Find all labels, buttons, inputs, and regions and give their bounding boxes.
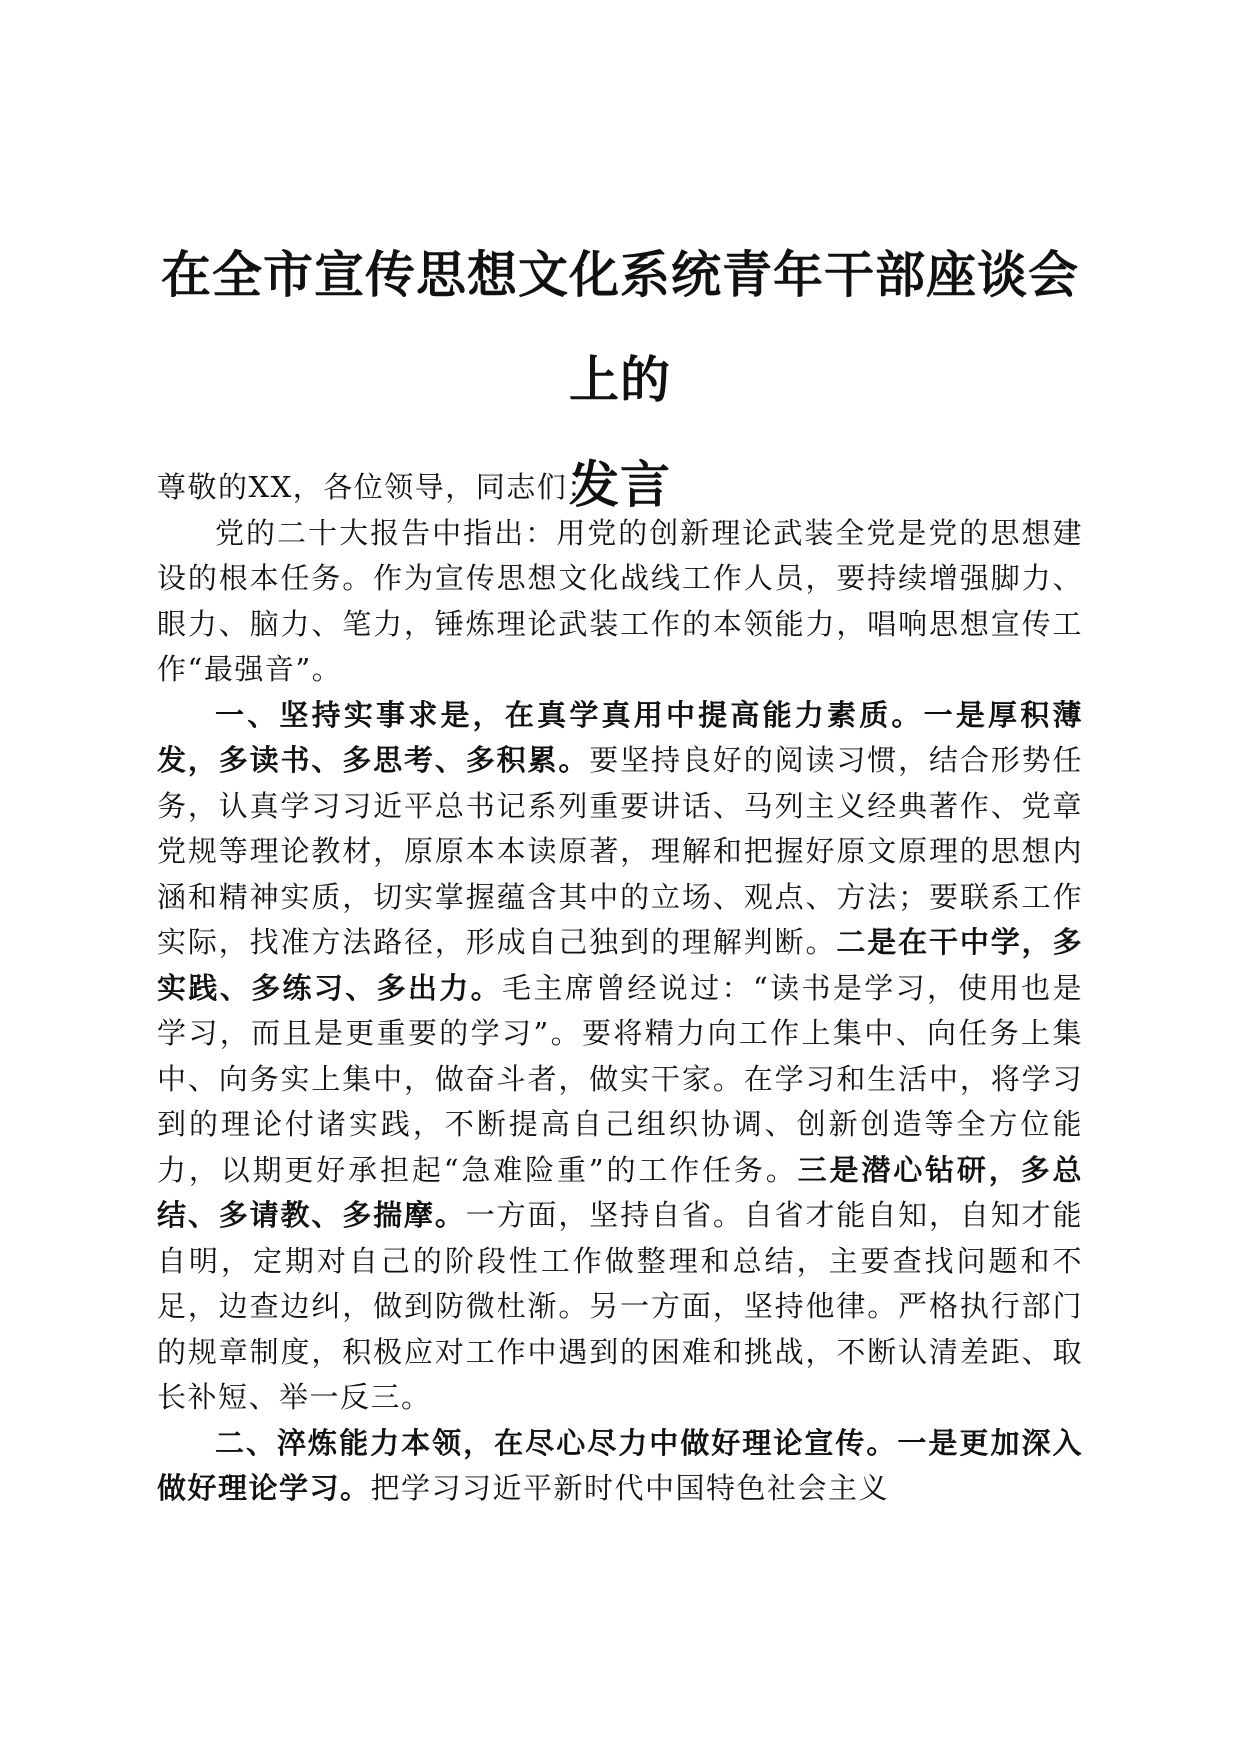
document-body	[157, 465, 1083, 1512]
section-1-point-3-heading: 三是潜心钻研，多总结、多请教、多揣摩。	[157, 1152, 1083, 1232]
section-1-heading: 一、坚持实事求是，在真学真用中提高能力素质。	[215, 697, 924, 732]
title-line-1: 在全市宣传思想文化系统青年干部座谈会上的	[161, 245, 1079, 409]
section-1-point-1-heading: 一是厚积薄发，多读书、多思考、多积累。	[157, 697, 1083, 777]
salutation: 尊敬的XX，各位领导，同志们：	[157, 470, 598, 504]
section-1-point-1-text: 要坚持良好的阅读习惯，结合形势任务，认真学习习近平总书记系列重要讲话、马列主义经典著作、党章党规等理论教材，原原本本读原著，理解和把握好原文原理的思想内涵和精神实质，切实掌握蕴含其中的立场、观点、方法；要联系工作实际，找准方法路径，形成自己独到的理解判断。	[157, 743, 1083, 959]
section-1-paragraph	[157, 693, 1083, 1421]
section-2-paragraph	[157, 1421, 1083, 1512]
section-2-point-1-heading: 一是更加深入做好理论学习。	[157, 1425, 1083, 1505]
section-1-point-3-text: 一方面，坚持自省。自省才能自知，自知才能自明，定期对自己的阶段性工作做整理和总结，主要查找问题和不足，边查边纠，做到防微杜渐。另一方面，坚持他律。严格执行部门的规章制度，积极应对工作中遇到的困难和挑战，不断认清差距、取长补短、举一反三。	[157, 1198, 1083, 1414]
section-1-point-2-heading: 二是在干中学，多实践、多练习、多出力。	[157, 925, 1083, 1005]
section-2-heading: 二、淬炼能力本领，在尽心尽力中做好理论宣传。	[215, 1425, 898, 1460]
intro-paragraph: 党的二十大报告中指出：用党的创新理论武装全党是党的思想建设的根本任务。作为宣传思想文化战线工作人员，要持续增强脚力、眼力、脑力、笔力，锤炼理论武装工作的本领能力，唱响思想宣传工作“最强音”。	[157, 515, 1083, 686]
section-1-point-2-text: 毛主席曾经说过：“读书是学习，使用也是学习，而且是更重要的学习”。要将精力向工作上集中、向任务上集中、向务实上集中，做奋斗者，做实干家。在学习和生活中，将学习到的理论付诸实践，不断提高自己组织协调、创新创造等全方位能力，以期更好承担起“急难险重”的工作任务。	[157, 970, 1083, 1187]
section-2-point-1-text: 把学习习近平新时代中国特色社会主义	[370, 1471, 890, 1505]
title-line-2: 发言	[569, 455, 671, 514]
